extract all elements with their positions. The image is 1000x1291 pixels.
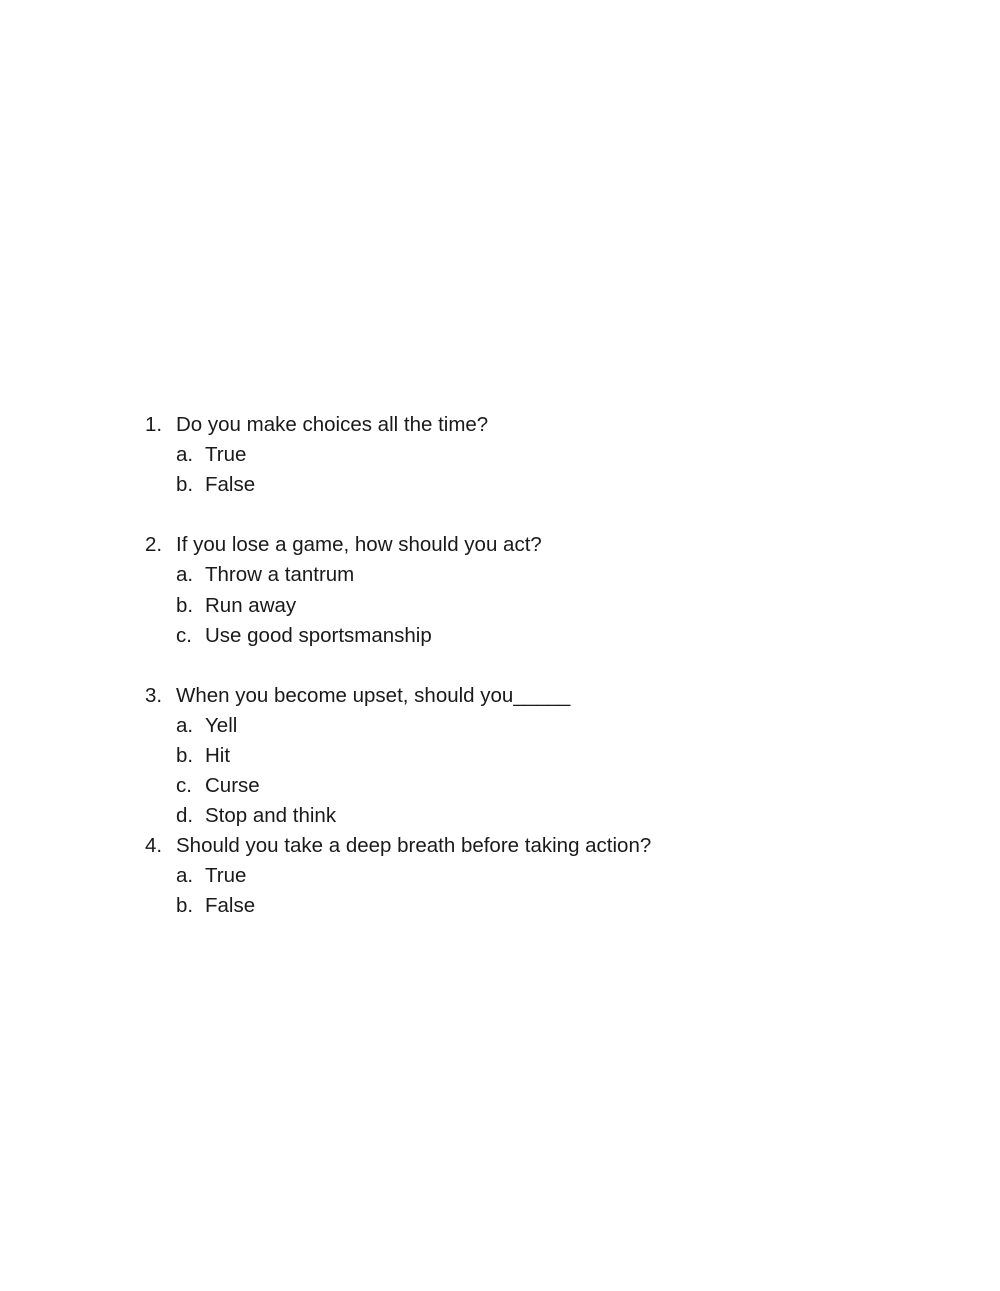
option-letter: a. xyxy=(176,864,194,887)
option-letter: c. xyxy=(176,624,192,647)
option-letter: b. xyxy=(176,594,194,617)
option-letter: a. xyxy=(176,714,194,737)
option-text: Throw a tantrum xyxy=(205,563,355,586)
option-letter: b. xyxy=(176,744,194,767)
option-text: False xyxy=(205,473,256,496)
option-letter: a. xyxy=(176,443,194,466)
option-text: Run away xyxy=(205,594,297,617)
option-text: Use good sportsmanship xyxy=(205,624,432,647)
question-number: 4. xyxy=(145,834,163,857)
option-letter: a. xyxy=(176,563,194,586)
question-number: 3. xyxy=(145,684,163,707)
option-letter: b. xyxy=(176,894,194,917)
option-letter: d. xyxy=(176,804,194,827)
option-text: Hit xyxy=(205,744,231,767)
option-text: Yell xyxy=(205,714,238,737)
option-text: False xyxy=(205,894,256,917)
question-text: Do you make choices all the time? xyxy=(176,413,489,436)
option-text: True xyxy=(205,443,247,466)
question-number: 2. xyxy=(145,533,163,556)
option-text: True xyxy=(205,864,247,887)
option-letter: b. xyxy=(176,473,194,496)
question-text: When you become upset, should you_____ xyxy=(176,684,571,707)
option-text: Stop and think xyxy=(205,804,337,827)
option-letter: c. xyxy=(176,774,192,797)
question-text: If you lose a game, how should you act? xyxy=(176,533,542,556)
question-number: 1. xyxy=(145,413,163,436)
question-text: Should you take a deep breath before taking action? xyxy=(176,834,652,857)
option-text: Curse xyxy=(205,774,260,797)
